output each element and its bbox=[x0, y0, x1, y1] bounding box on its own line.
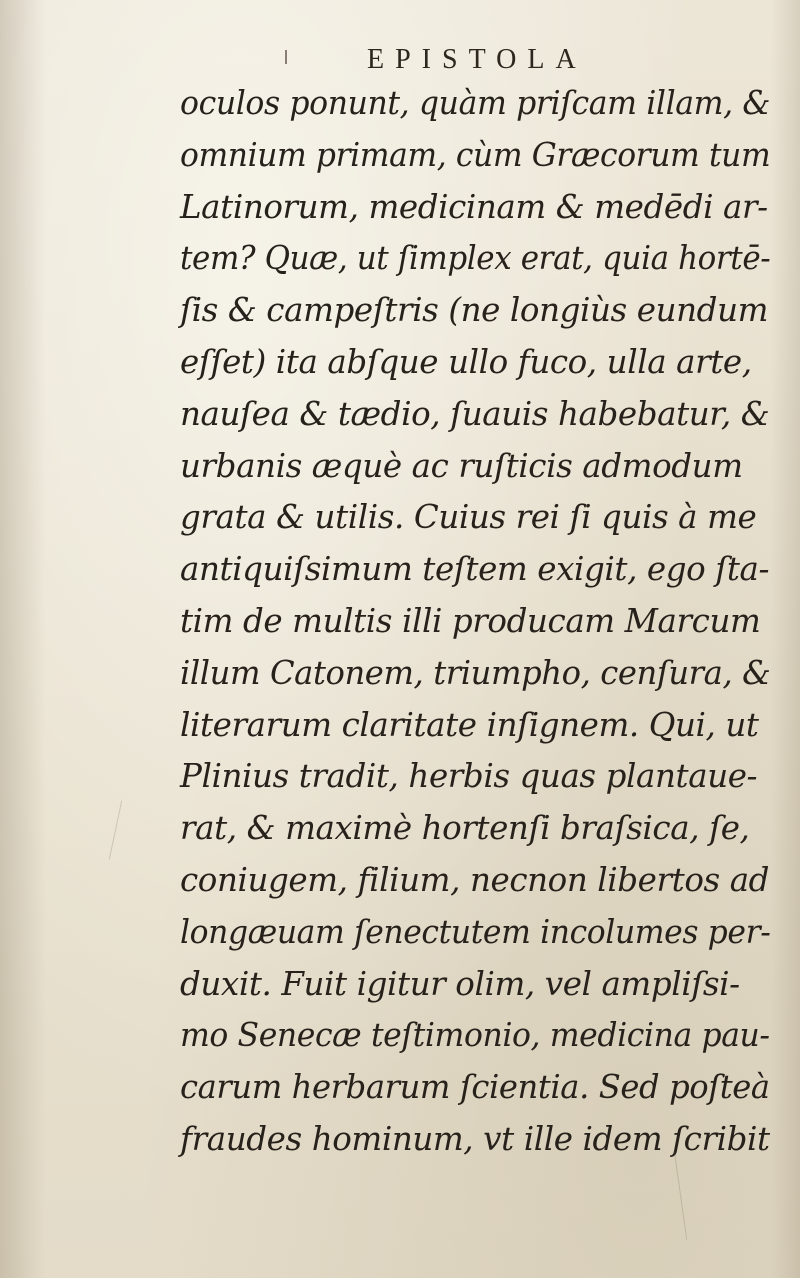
text-line: eſſet) ita abſque ullo fuco, ulla arte, bbox=[180, 342, 752, 381]
text-line: longæuam ſenectutem incolumes per- bbox=[180, 912, 771, 951]
text-line: omnium primam, cùm Græcorum tum bbox=[180, 135, 771, 174]
text-line: nauſea & tædio, ſuauis habebatur, & bbox=[180, 394, 770, 433]
header-mark bbox=[285, 50, 287, 64]
text-line: grata & utilis. Cuius rei ſi quis à me bbox=[180, 498, 757, 537]
text-line: coniugem, filium, necnon libertos ad bbox=[180, 860, 770, 899]
text-line: Latinorum, medicinam & medēdi ar- bbox=[180, 187, 768, 226]
text-line: oculos ponunt, quàm priſcam illam, & bbox=[180, 84, 771, 122]
text-line: Plinius tradit, herbis quas plantaue- bbox=[180, 757, 758, 796]
text-line: illum Catonem, triumpho, cenſura, & bbox=[180, 653, 771, 692]
text-line: literarum claritate inſignem. Qui, ut bbox=[180, 705, 759, 744]
text-line: mo Senecæ teſtimonio, medicina pau- bbox=[180, 1016, 770, 1055]
text-line: antiquiſsimum teſtem exigit, ego ſta- bbox=[180, 550, 770, 589]
text-line: duxit. Fuit igitur olim, vel ampliſsi- bbox=[180, 964, 740, 1003]
paper-scratch bbox=[109, 801, 122, 860]
body-text bbox=[180, 78, 770, 1166]
text-line: tim de multis illi producam Marcum bbox=[180, 601, 761, 640]
text-line: tem? Quæ, ut ſimplex erat, quia hortē- bbox=[180, 239, 771, 278]
text-line: ſis & campeſtris (ne longiùs eundum bbox=[180, 291, 769, 330]
text-line: carum herbarum ſcientia. Sed poſteà bbox=[180, 1068, 770, 1107]
running-head: EPISTOLA bbox=[367, 44, 587, 75]
text-line: urbanis æquè ac ruſticis admodum bbox=[180, 446, 743, 485]
text-line: rat, & maximè hortenſi braſsica, ſe, bbox=[180, 809, 750, 848]
text-line: fraudes hominum, vt ille idem ſcribit bbox=[180, 1119, 770, 1158]
